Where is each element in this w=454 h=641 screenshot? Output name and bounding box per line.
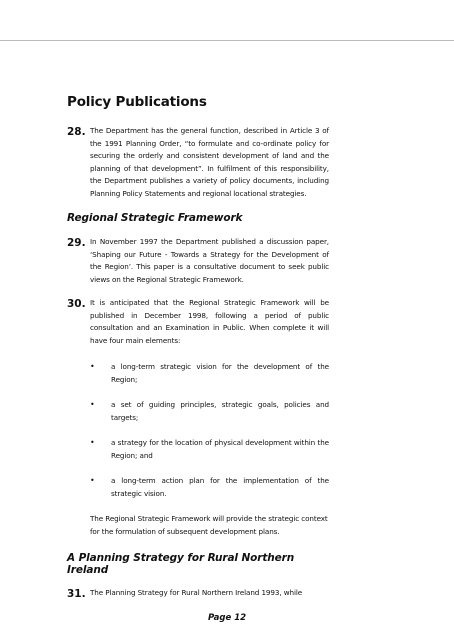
bullet-icon: • [90, 362, 95, 371]
bullet-item-2 [67, 399, 329, 424]
paragraph-number: 30. [67, 298, 86, 310]
top-rule [0, 40, 454, 41]
paragraph-number: 31. [67, 588, 86, 600]
bullet-icon: • [90, 438, 95, 447]
bullet-icon: • [90, 476, 95, 485]
paragraph-number: 28. [67, 126, 86, 138]
page-content [67, 94, 329, 600]
paragraph-31 [67, 587, 329, 600]
paragraph-28 [67, 125, 329, 200]
paragraph-text: The Planning Strategy for Rural Northern Ireland 1993, while [90, 588, 303, 597]
bullet-item-3 [67, 437, 329, 462]
closing-text: The Regional Strategic Framework will provide the strategic context for the formulation of subsequent development plans. [90, 514, 328, 536]
paragraph-text: It is anticipated that the Regional Strategic Framework will be published in December 1998, following a period of public consultation and an Examination in Public. When complete it will have four main elements: [90, 298, 329, 345]
bullet-item-4 [67, 475, 329, 500]
page-title: Policy Publications [67, 94, 207, 110]
bullet-text: a strategy for the location of physical development within the Region; and [111, 438, 329, 460]
bullet-text: a long-term strategic vision for the development of the Region; [111, 362, 329, 384]
bullet-text: a long-term action plan for the implementation of the strategic vision. [111, 476, 329, 498]
paragraph-text: The Department has the general function, described in Article 3 of the 1991 Planning Order, “to formulate and co-ordinate policy for securing the orderly and consistent development of land and the planning of that development”. In fulfilment of this responsibility, the Department publishes a variety of policy documents, including Planning Policy Statements and regional locational strategies. [90, 126, 329, 198]
page-number: Page 12 [207, 613, 247, 623]
section-heading-regional: Regional Strategic Framework [67, 212, 243, 224]
paragraph-text: In November 1997 the Department published a discussion paper, ‘Shaping our Future - Towards a Strategy for the Development of the Region’. This paper is a consultative document to seek public views on the Regional Strategic Framework. [90, 237, 329, 284]
paragraph-29 [67, 236, 329, 286]
section-heading-rural: A Planning Strategy for Rural Northern Ireland [67, 552, 295, 576]
paragraph-number: 29. [67, 237, 86, 249]
bullet-text: a set of guiding principles, strategic goals, policies and targets; [111, 400, 329, 422]
bullet-icon: • [90, 400, 95, 409]
bullet-item-1 [67, 361, 329, 386]
paragraph-30 [67, 297, 329, 347]
